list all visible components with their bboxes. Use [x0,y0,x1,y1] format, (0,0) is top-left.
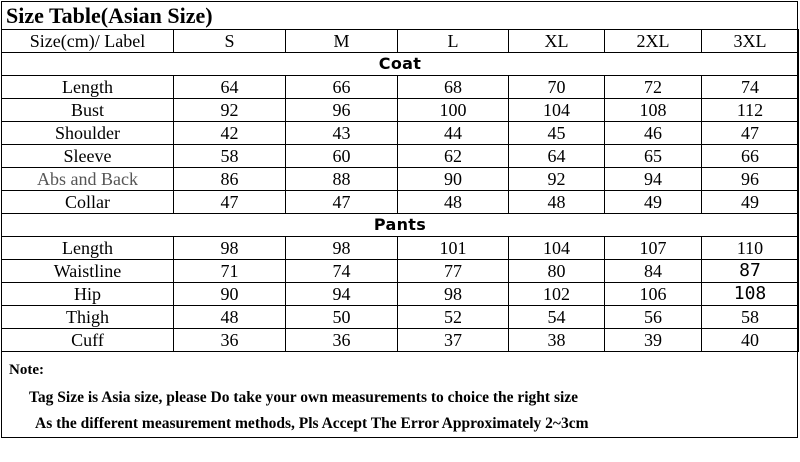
table-cell: 48 [398,191,509,214]
table-row [2,260,799,283]
section-title: Pants [2,214,799,237]
table-cell: 92 [509,168,605,191]
table-cell: 66 [286,76,398,99]
table-cell: 94 [286,283,398,306]
table-cell: 38 [509,329,605,352]
table-cell: 48 [509,191,605,214]
table-cell: 56 [605,306,702,329]
section-header-pants [2,214,799,237]
table-cell: 101 [398,237,509,260]
note-line: As the different measurement methods, Pls Accept The Error Approximately 2~3cm [35,415,589,432]
table-cell: 90 [398,168,509,191]
table-cell: 36 [174,329,286,352]
header-size-m: M [286,30,398,53]
table-cell: 47 [174,191,286,214]
table-cell: 100 [398,99,509,122]
table-cell: 74 [702,76,799,99]
table-cell: 102 [509,283,605,306]
table-cell: 64 [509,145,605,168]
table-cell: 96 [702,168,799,191]
row-label: Length [2,76,174,99]
table-cell: 74 [286,260,398,283]
header-label: Size(cm)/ Label [2,30,174,53]
table-cell: 98 [174,237,286,260]
table-cell: 39 [605,329,702,352]
table-cell: 37 [398,329,509,352]
table-cell: 52 [398,306,509,329]
table-cell: 58 [702,306,799,329]
table-cell: 112 [702,99,799,122]
table-row [2,306,799,329]
table-cell: 72 [605,76,702,99]
table-cell: 62 [398,145,509,168]
table-cell: 70 [509,76,605,99]
row-label: Length [2,237,174,260]
note-line: Tag Size is Asia size, please Do take your own measurements to choice the right size [29,389,579,406]
table-cell: 46 [605,122,702,145]
table-cell: 90 [174,283,286,306]
table-cell: 71 [174,260,286,283]
table-cell: 96 [286,99,398,122]
header-size-xl: XL [509,30,605,53]
table-cell: 50 [286,306,398,329]
table-row [2,168,799,191]
header-row [2,30,799,53]
header-size-3xl: 3XL [702,30,799,53]
table-row [2,237,799,260]
table-row [2,283,799,306]
table-cell: 98 [398,283,509,306]
table-cell: 60 [286,145,398,168]
header-size-s: S [174,30,286,53]
row-label: Bust [2,99,174,122]
table-cell: 43 [286,122,398,145]
table-cell: 66 [702,145,799,168]
row-label: Hip [2,283,174,306]
table-row [2,145,799,168]
table-cell: 48 [174,306,286,329]
table-cell: 92 [174,99,286,122]
note-label: Note: [9,362,44,378]
row-label: Shoulder [2,122,174,145]
table-cell: 87 [702,260,799,283]
table-cell: 58 [174,145,286,168]
table-cell: 108 [605,99,702,122]
table-cell: 49 [702,191,799,214]
table-cell: 44 [398,122,509,145]
row-label: Cuff [2,329,174,352]
row-label: Abs and Back [2,168,174,191]
table-cell: 80 [509,260,605,283]
table-cell: 106 [605,283,702,306]
table-cell: 94 [605,168,702,191]
table-cell: 64 [174,76,286,99]
table-cell: 40 [702,329,799,352]
table-row [2,99,799,122]
table-cell: 45 [509,122,605,145]
table-cell: 47 [286,191,398,214]
table-row [2,122,799,145]
section-title: Coat [2,53,799,76]
table-cell: 104 [509,237,605,260]
table-cell: 49 [605,191,702,214]
table-row [2,191,799,214]
table-cell: 110 [702,237,799,260]
table-cell: 42 [174,122,286,145]
row-label: Waistline [2,260,174,283]
table-cell: 98 [286,237,398,260]
row-label: Sleeve [2,145,174,168]
section-header-coat [2,53,799,76]
header-size-l: L [398,30,509,53]
size-table [1,29,799,352]
table-cell: 65 [605,145,702,168]
table-cell: 108 [702,283,799,306]
table-cell: 88 [286,168,398,191]
table-row [2,329,799,352]
row-label: Thigh [2,306,174,329]
table-cell: 107 [605,237,702,260]
table-cell: 68 [398,76,509,99]
table-cell: 54 [509,306,605,329]
table-cell: 36 [286,329,398,352]
table-cell: 77 [398,260,509,283]
page-title: Size Table(Asian Size) [6,3,213,28]
table-cell: 47 [702,122,799,145]
table-cell: 104 [509,99,605,122]
table-cell: 84 [605,260,702,283]
table-row [2,76,799,99]
table-cell: 86 [174,168,286,191]
row-label: Collar [2,191,174,214]
header-size-2xl: 2XL [605,30,702,53]
